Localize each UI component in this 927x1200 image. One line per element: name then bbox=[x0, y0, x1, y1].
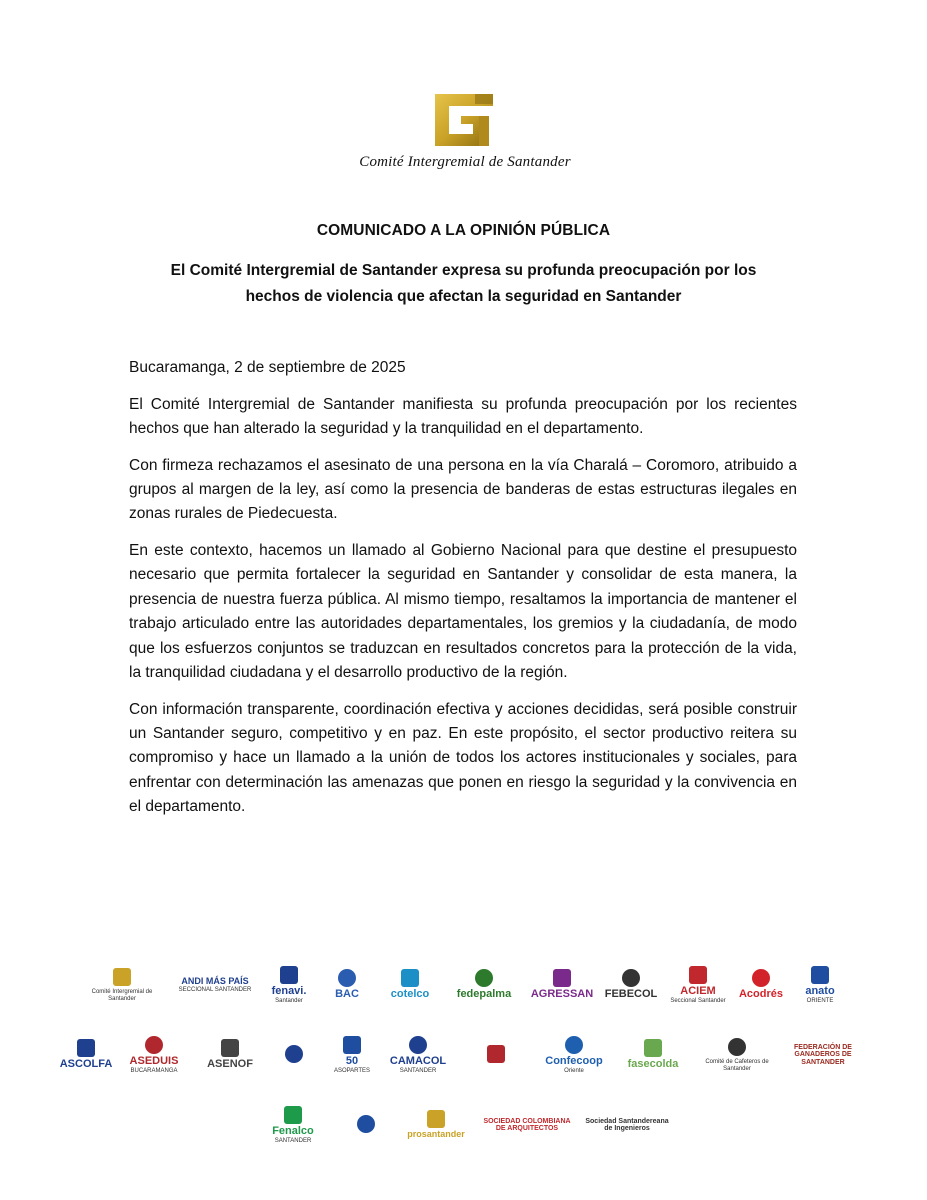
logo-mark-icon bbox=[77, 1039, 95, 1057]
member-logo bbox=[447, 969, 521, 1001]
logo-sublabel: ORIENTE bbox=[806, 998, 834, 1005]
member-logo bbox=[603, 969, 659, 1001]
member-logo bbox=[199, 1039, 261, 1071]
member-logo bbox=[783, 1044, 863, 1066]
logo-mark-icon bbox=[221, 1039, 239, 1057]
logo-label: SOCIEDAD COLOMBIANA DE ARQUITECTOS bbox=[483, 1117, 571, 1132]
logo-sublabel: SECCIONAL SANTANDER bbox=[178, 987, 252, 994]
paragraph-3: En este contexto, hacemos un llamado al Gobierno Nacional para que destine el presupuesto necesario que permita fortalecer la seguridad en Santander y consolidar de esta manera, la presencia de nuestra fuerza pública. Al mismo tiempo, resaltamos la importancia de mantener el trabajo articulado entre las autoridades departamentales, los gremios y la ciudadanía, de modo que los esfuerzos conjuntos se traduzcan en resultados concretos para la protección de la vida, la tranquilidad ciudadana y el desarrollo productivo de la región. bbox=[129, 542, 797, 682]
cis-logo-icon bbox=[425, 88, 505, 150]
logo-mark-icon bbox=[409, 1036, 427, 1054]
member-logo bbox=[401, 1110, 471, 1139]
member-logo bbox=[173, 977, 257, 994]
logo-label: FEBECOL bbox=[604, 988, 658, 1001]
logo-sublabel: Seccional Santander bbox=[670, 998, 726, 1005]
logo-label: ACIEM bbox=[680, 984, 716, 997]
logo-label: Confecoop bbox=[545, 1054, 603, 1067]
logo-mark-icon bbox=[728, 1038, 746, 1056]
page-title: COMUNICADO A LA OPINIÓN PÚBLICA bbox=[316, 222, 611, 239]
body-text bbox=[129, 356, 797, 832]
logo-caption: Comité Intergremial de Santander bbox=[359, 154, 571, 170]
logo-sublabel: Oriente bbox=[564, 1068, 584, 1075]
member-logo bbox=[699, 1038, 775, 1072]
logo-label: Acodrés bbox=[738, 988, 784, 1001]
logo-mark-icon bbox=[113, 968, 131, 986]
logo-mark-icon bbox=[284, 1106, 302, 1124]
member-logo bbox=[339, 1115, 393, 1135]
member-logo bbox=[541, 1036, 607, 1075]
logo-sublabel: Comité de Cafeteros de Santander bbox=[705, 1059, 769, 1072]
page-subtitle bbox=[120, 258, 807, 310]
paragraph-2: Con firmeza rechazamos el asesinato de una persona en la vía Charalá – Coromoro, atribuido a grupos al margen de la ley, así como la presencia de banderas de estas estructuras ilegales en zonas rurales de Piedecuesta. bbox=[129, 456, 797, 523]
logo-sublabel: Santander bbox=[275, 998, 303, 1005]
date-line: Bucaramanga, 2 de septiembre de 2025 bbox=[129, 359, 406, 376]
logo-mark-icon bbox=[401, 969, 419, 987]
member-logo bbox=[583, 1118, 671, 1133]
logo-label: fenavi. bbox=[271, 984, 307, 997]
logo-label: fedepalma bbox=[456, 988, 512, 1001]
member-logo bbox=[793, 966, 847, 1005]
logo-row-1 bbox=[58, 952, 868, 1018]
subtitle-line-1: El Comité Intergremial de Santander expresa su profunda preocupación por los bbox=[170, 262, 757, 279]
member-logo bbox=[479, 1118, 575, 1133]
member-logo bbox=[381, 969, 439, 1001]
logo-row-2 bbox=[58, 1022, 868, 1088]
logo-sublabel: ASOPARTES bbox=[333, 1068, 371, 1075]
logo-label: ANDI MÁS PAÍS bbox=[181, 975, 249, 986]
logo-label: BAC bbox=[335, 988, 359, 1001]
member-logos bbox=[58, 952, 868, 1162]
paragraph-4: Con información transparente, coordinación efectiva y acciones decididas, será posible construir un Santander seguro, competitivo y en paz. En este propósito, el sector productivo reitera su compromiso y hace un llamado a la unión de todos los actores institucionales y sociales, para enfrentar con determinación las amenazas que ponen en riesgo la seguridad y la convivencia en el departamento. bbox=[129, 700, 797, 816]
member-logo bbox=[667, 966, 729, 1005]
logo-mark-icon bbox=[280, 966, 298, 984]
logo-label: FEDERACIÓN DE GANADEROS DE SANTANDER bbox=[794, 1043, 852, 1066]
logo-label: prosantander bbox=[407, 1129, 465, 1140]
member-logo bbox=[321, 969, 373, 1001]
logo-mark-icon bbox=[357, 1115, 375, 1133]
subtitle-line-2: hechos de violencia que afectan la seguridad en Santander bbox=[245, 288, 682, 305]
logo-label: Fenalco bbox=[272, 1124, 314, 1137]
member-logo bbox=[529, 969, 595, 1001]
logo-label: Sociedad Santandereana de Ingenieros bbox=[585, 1117, 669, 1132]
header-logo bbox=[340, 88, 590, 171]
logo-mark-icon bbox=[752, 969, 770, 987]
paragraph-1: El Comité Intergremial de Santander manifiesta su profunda preocupación por los recientes hechos que han alterado la seguridad y la tranquilidad en el departamento. bbox=[129, 395, 797, 437]
member-logo bbox=[255, 1106, 331, 1145]
logo-sublabel: BUCARAMANGA bbox=[130, 1068, 178, 1075]
logo-sublabel: Comité Intergremial de Santander bbox=[91, 989, 153, 1002]
member-logo bbox=[59, 1039, 113, 1071]
logo-mark-icon bbox=[565, 1036, 583, 1054]
logo-mark-icon bbox=[343, 1036, 361, 1054]
logo-label: AGRESSAN bbox=[530, 988, 594, 1001]
logo-sublabel: SANTANDER bbox=[274, 1138, 312, 1145]
logo-label: ASCOLFA bbox=[59, 1058, 113, 1071]
member-logo bbox=[615, 1039, 691, 1071]
logo-mark-icon bbox=[689, 966, 707, 984]
member-logo bbox=[459, 1045, 533, 1065]
logo-label: cotelco bbox=[390, 988, 430, 1001]
logo-mark-icon bbox=[285, 1045, 303, 1063]
logo-label: CAMACOL bbox=[389, 1054, 447, 1067]
logo-row-3 bbox=[58, 1092, 868, 1158]
logo-label: 50 bbox=[345, 1054, 359, 1067]
logo-label: anato bbox=[805, 984, 835, 997]
member-logo bbox=[265, 966, 313, 1005]
logo-mark-icon bbox=[622, 969, 640, 987]
logo-sublabel: SANTANDER bbox=[399, 1068, 437, 1075]
member-logo bbox=[79, 968, 165, 1002]
member-logo bbox=[737, 969, 785, 1001]
logo-mark-icon bbox=[427, 1110, 445, 1128]
logo-label: ASENOF bbox=[207, 1058, 253, 1071]
member-logo bbox=[117, 1036, 191, 1075]
logo-mark-icon bbox=[487, 1045, 505, 1063]
member-logo bbox=[327, 1036, 377, 1075]
member-logo bbox=[269, 1045, 319, 1065]
logo-mark-icon bbox=[644, 1039, 662, 1057]
member-logo bbox=[385, 1036, 451, 1075]
logo-mark-icon bbox=[811, 966, 829, 984]
logo-mark-icon bbox=[553, 969, 571, 987]
logo-mark-icon bbox=[338, 969, 356, 987]
logo-mark-icon bbox=[475, 969, 493, 987]
logo-label: ASEDUIS bbox=[129, 1054, 179, 1067]
logo-mark-icon bbox=[145, 1036, 163, 1054]
logo-label: fasecolda bbox=[627, 1058, 679, 1071]
